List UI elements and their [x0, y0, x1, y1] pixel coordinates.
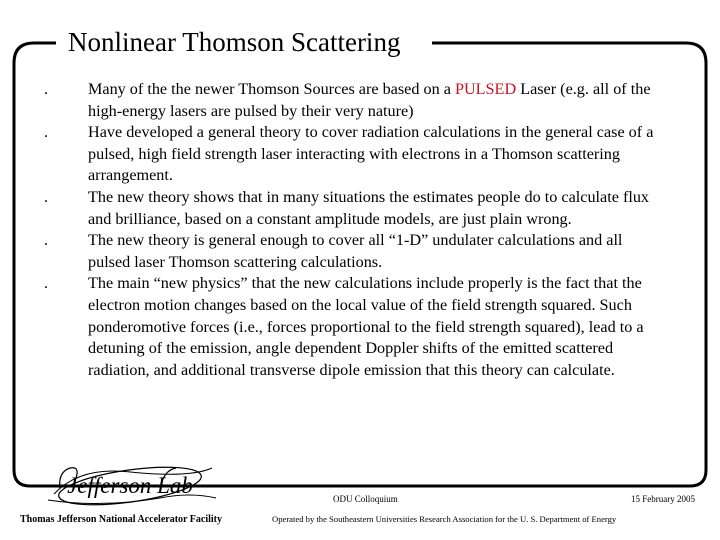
bullet-marker: . — [44, 187, 49, 206]
jefferson-lab-logo — [40, 458, 220, 514]
slide-title: Nonlinear Thomson Scattering — [62, 24, 406, 60]
bullet-text: The new theory shows that in many situations the estimates people do to calculate flux and brilliance, based on a constant amplitude models, are just plain wrong. — [88, 187, 650, 228]
logo-wordmark: Jefferson Lab — [67, 473, 193, 498]
bullet-item — [44, 273, 664, 381]
bullet-item — [44, 79, 664, 122]
bullet-highlight: PULSED — [454, 80, 517, 98]
bullet-marker: . — [44, 231, 49, 250]
bullet-list — [44, 79, 664, 381]
bullet-item — [44, 187, 664, 230]
bullet-item — [44, 230, 664, 273]
bullet-text: Laser (e.g. all of the high-energy lasers are pulsed by their very nature) — [88, 80, 651, 120]
bullet-text: The new theory is general enough to cover all “1-D” undulater calculations and all pulsed laser Thomson scattering calculations. — [88, 231, 623, 271]
footer-organization: Thomas Jefferson National Accelerator Facility — [20, 514, 222, 525]
footer-operated-by: Operated by the Southeastern Universities Research Association for the U. S. Department of Energy — [272, 514, 617, 524]
bullet-marker: . — [44, 123, 49, 142]
bullet-item — [44, 122, 664, 187]
bullet-marker: . — [44, 274, 49, 293]
bullet-marker: . — [44, 80, 49, 98]
bullet-text: Have developed a general theory to cover radiation calculations in the general case of a pulsed, high field strength laser interacting with electrons in a Thomson scattering arrangement. — [88, 123, 654, 185]
bullet-text: Many of the the newer Thomson Sources are based on a — [88, 80, 455, 98]
footer-date: 15 February 2005 — [631, 494, 695, 504]
footer-event: ODU Colloquium — [333, 494, 398, 504]
bullet-text: The main “new physics” that the new calculations include properly is the fact that the electron motion changes based on the local value of the field strength squared. Such ponderomotive forces (i.e., forces proportional to the field strength squared), lead to a detuning of the emission, angle dependent Doppler shifts of the emitted scattered radiation, and additional transverse dipole emission that this theory can calculate. — [88, 274, 644, 379]
